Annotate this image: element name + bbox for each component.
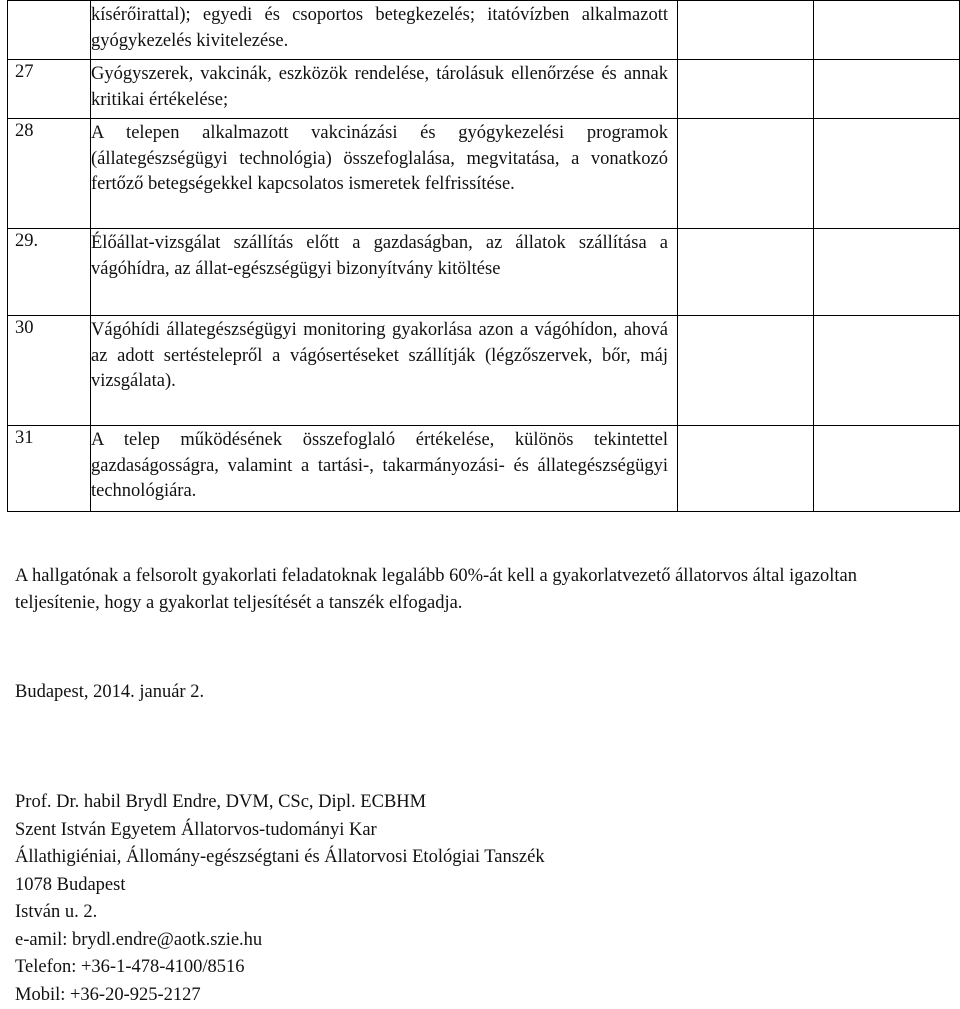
task-description: kísérőirattal); egyedi és csoportos betegkezelés; itatóvízben alkalmazott gyógykezelés kivitelezése. [91,1,678,60]
completion-requirement-note: A hallgatónak a felsorolt gyakorlati feladatoknak legalább 60%-át kell a gyakorlatvezető állatorvos által igazoltan teljesítenie, hogy a gyakorlat teljesítését a tanszék elfogadja. [15,563,895,617]
task-signature-cell [814,60,960,119]
task-row [8,60,960,119]
email-line: e-amil: brydl.endre@aotk.szie.hu [15,927,545,955]
task-row [8,1,960,60]
task-description: A telepen alkalmazott vakcinázási és gyógykezelési programok (állategészségügyi technológia) összefoglalása, megvitatása, a vonatkozó fertőző betegségekkel kapcsolatos ismeretek felfrissítése. [91,119,678,229]
university-name: Szent István Egyetem Állatorvos-tudományi Kar [15,817,545,845]
task-signature-cell [814,119,960,229]
task-description: Gyógyszerek, vakcinák, eszközök rendelése, tárolásuk ellenőrzése és annak kritikai értékelése; [91,60,678,119]
task-check-cell [678,119,814,229]
task-number: 28 [8,119,91,229]
task-number: 30 [8,316,91,426]
task-check-cell [678,426,814,512]
task-number: 31 [8,426,91,512]
task-description: Élőállat-vizsgálat szállítás előtt a gazdaságban, az állatok szállítása a vágóhídra, az állat-egészségügyi bizonyítvány kitöltése [91,229,678,316]
task-check-cell [678,229,814,316]
task-check-cell [678,1,814,60]
signature-block [15,789,545,1009]
address-street: István u. 2. [15,899,545,927]
department-name: Állathigiéniai, Állomány-egészségtani és Állatorvosi Etológiai Tanszék [15,844,545,872]
signatory-name: Prof. Dr. habil Brydl Endre, DVM, CSc, Dipl. ECBHM [15,789,545,817]
task-check-cell [678,316,814,426]
task-number [8,1,91,60]
document-date: Budapest, 2014. január 2. [15,679,204,706]
task-row [8,229,960,316]
phone-line: Telefon: +36-1-478-4100/8516 [15,954,545,982]
task-description: Vágóhídi állategészségügyi monitoring gyakorlása azon a vágóhídon, ahová az adott sertéstelepről a vágósertéseket szállítják (légzőszervek, bőr, máj vizsgálata). [91,316,678,426]
task-row [8,426,960,512]
task-signature-cell [814,316,960,426]
task-check-cell [678,60,814,119]
practical-tasks-table [7,0,960,512]
task-signature-cell [814,229,960,316]
task-row [8,119,960,229]
mobile-line: Mobil: +36-20-925-2127 [15,982,545,1009]
task-number: 27 [8,60,91,119]
address-city: 1078 Budapest [15,872,545,900]
task-number: 29. [8,229,91,316]
task-signature-cell [814,426,960,512]
task-signature-cell [814,1,960,60]
task-description: A telep működésének összefoglaló értékelése, különös tekintettel gazdaságosságra, valamint a tartási-, takarmányozási- és állategészségügyi technológiára. [91,426,678,512]
task-row [8,316,960,426]
